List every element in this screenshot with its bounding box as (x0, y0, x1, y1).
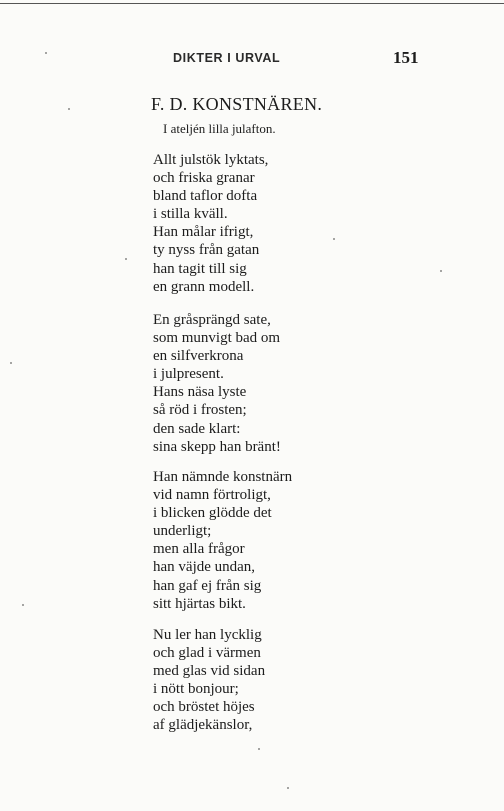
paper-speck (258, 748, 260, 750)
verse-line: Allt julstök lyktats, (153, 152, 269, 168)
verse-line: och friska granar (153, 170, 255, 187)
stanza-1 (153, 151, 268, 296)
verse-line: han väjde undan, (153, 559, 256, 576)
verse-line: som munvigt bad om (153, 330, 281, 347)
verse-line: Han nämnde konstnärn (153, 469, 293, 485)
verse-line: i julpresent. (153, 366, 224, 383)
verse-line: Hans näsa lyste (153, 384, 247, 401)
verse-line: Nu ler han lycklig (153, 627, 262, 643)
verse-line: och bröstet höjes (153, 699, 255, 716)
paper-speck (440, 270, 442, 272)
running-head: DIKTER I URVAL (173, 51, 281, 65)
verse-line: En gråsprängd sate, (153, 312, 271, 328)
verse-line: bland taflor dofta (153, 188, 258, 205)
verse-line: med glas vid sidan (153, 663, 266, 680)
verse-line: sitt hjärtas bikt. (153, 595, 246, 612)
paper-speck (45, 52, 47, 54)
paper-speck (125, 258, 127, 260)
poem-subtitle: I ateljén lilla julafton. (163, 121, 276, 136)
poem-title: F. D. KONSTNÄREN. (151, 94, 323, 114)
verse-line: en grann modell. (153, 278, 255, 295)
verse-line: han gaf ej från sig (153, 577, 262, 594)
verse-line: han tagit till sig (153, 260, 247, 277)
paper-speck (10, 362, 12, 364)
verse-line: vid namn förtroligt, (153, 487, 271, 504)
verse-line: i blicken glödde det (153, 505, 272, 522)
stanza-3 (153, 468, 292, 613)
verse-line: af glädjekänslor, (153, 717, 253, 734)
stanza-2 (153, 311, 281, 456)
paper-speck (333, 238, 335, 240)
verse-line: en silfverkrona (153, 348, 244, 365)
page-number: 151 (393, 48, 419, 67)
verse-line: i nött bonjour; (153, 681, 239, 698)
verse-line: i stilla kväll. (153, 206, 228, 223)
verse-line: underligt; (153, 523, 212, 540)
verse-line: och glad i värmen (153, 645, 261, 662)
verse-line: den sade klart: (153, 420, 241, 437)
verse-line: sina skepp han bränt! (153, 438, 281, 455)
verse-line: ty nyss från gatan (153, 242, 260, 259)
stanza-4 (153, 626, 265, 735)
paper-speck (68, 108, 70, 110)
verse-line: Han målar ifrigt, (153, 224, 254, 241)
paper-speck (287, 787, 289, 789)
verse-line: men alla frågor (153, 541, 245, 558)
top-rule (0, 3, 504, 4)
verse-line: så röd i frosten; (153, 402, 247, 419)
paper-speck (22, 604, 24, 606)
